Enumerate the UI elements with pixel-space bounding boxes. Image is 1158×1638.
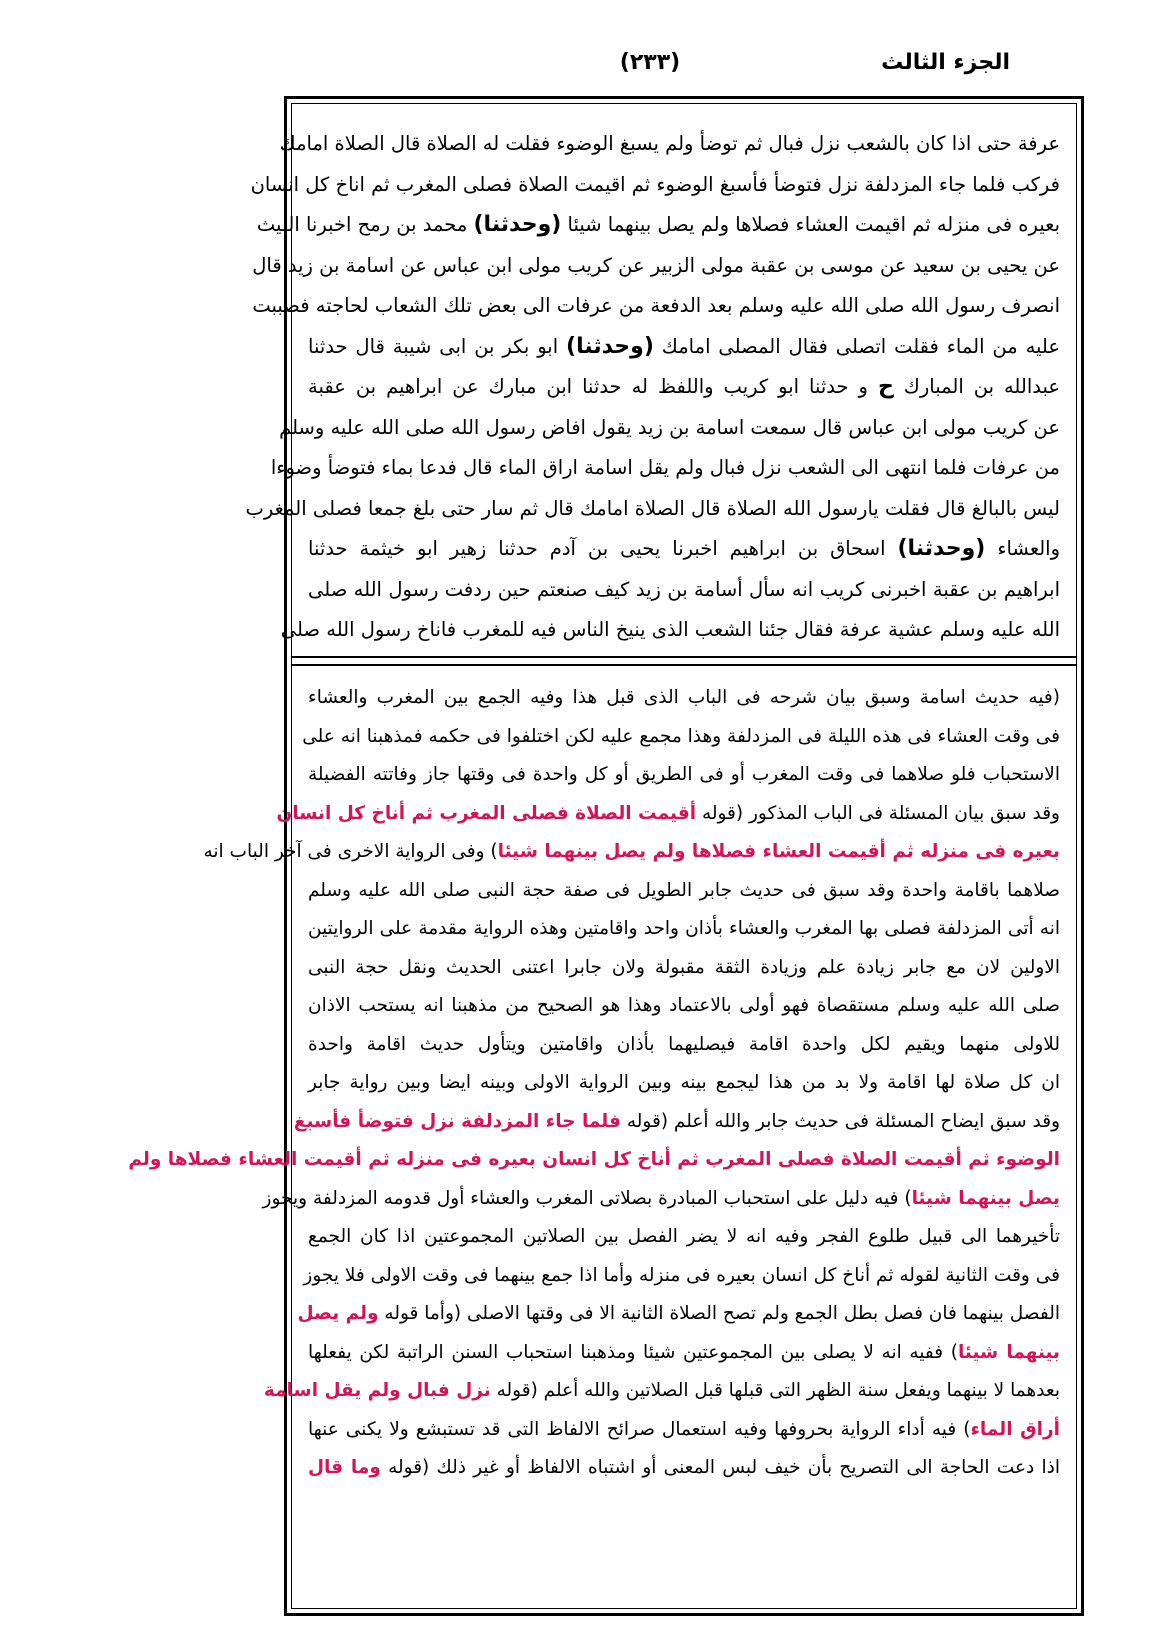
- text-segment: فى وقت العشاء فى هذه الليلة فى المزدلفة وهذا مجمع عليه لكن اختلفوا فى حكمه فمذهبنا انه على: [302, 725, 1060, 747]
- matn-line: [279, 124, 1060, 165]
- quoted-hadith-text: بينهما شيئا: [957, 1341, 1060, 1363]
- sharh-line: [308, 949, 1060, 988]
- matn-line: [245, 489, 1060, 530]
- sharh-line: [308, 1026, 1060, 1065]
- sharh-line: [308, 679, 1060, 718]
- inner-frame: [128, 103, 1077, 1609]
- text-segment: عن كريب مولى ابن عباس قال سمعت اسامة بن زيد يقول افاض رسول الله صلى الله عليه وسلم: [279, 415, 1060, 439]
- sharh-line: [308, 910, 1060, 949]
- text-segment: و حدثنا ابو كريب واللفظ له حدثنا ابن مبارك عن ابراهيم بن عقبة: [308, 375, 878, 398]
- sharh-line: [308, 1218, 1060, 1257]
- isnad-marker: (وحدثنا): [473, 212, 562, 237]
- quoted-hadith-text: نزل فبال ولم يقل اسامة: [263, 1380, 491, 1401]
- matn-line: [256, 205, 1060, 246]
- matn-line: [308, 570, 1060, 611]
- text-segment: الفصل بينهما فان فصل بطل الجمع ولم تصح الصلاة الثانية الا فى وقتها الاصلى (وأما قوله: [378, 1303, 1060, 1324]
- matn-line: [252, 246, 1060, 287]
- sharh-line: [308, 1411, 1060, 1450]
- text-segment: ) فيه أداء الرواية بحروفها وفيه استعمال صرائح الالفاظ التى قد تستبشع ولا يكنى عنها: [308, 1418, 971, 1440]
- text-segment: انصرف رسول الله صلى الله عليه وسلم بعد الدفعة من عرفات الى بعض تلك الشعاب لحاجته فصببت: [252, 294, 1060, 317]
- matn-line: [279, 408, 1060, 449]
- text-segment: وقد سبق ايضاح المسئلة فى حديث جابر والله أعلم (قوله: [620, 1110, 1060, 1132]
- text-segment: من عرفات فلما انتهى الى الشعب نزل فبال ولم يقل اسامة اراق الماء قال فدعا بماء فتوضأ وضوءا: [270, 456, 1060, 479]
- isnad-marker: (وحدثنا): [566, 333, 654, 359]
- text-segment: عليه من الماء فقلت اتصلى فقال المصلى امامك: [653, 334, 1060, 358]
- sharh-line: [293, 1103, 1060, 1142]
- text-segment: عبدالله بن المبارك: [893, 375, 1061, 398]
- quoted-hadith-text: فلما جاء المزدلفة نزل فتوضأ فأسبغ: [293, 1110, 621, 1132]
- text-segment: ابو بكر بن ابى شيبة قال حدثنا: [308, 334, 567, 358]
- text-segment: ) وفى الرواية الاخرى فى آخر الباب انه: [203, 841, 498, 862]
- sharh-line: [308, 872, 1060, 911]
- matn-line: [280, 610, 1060, 651]
- isnad-marker: (وحدثنا): [897, 536, 986, 561]
- sharh-line: [308, 1334, 1060, 1373]
- text-segment: عرفة حتى اذا كان بالشعب نزل فبال ثم توضأ ولم يسبغ الوضوء فقلت له الصلاة قال الصلاة امامك: [279, 132, 1060, 155]
- quoted-hadith-text: ولم يصل: [297, 1303, 379, 1324]
- text-segment: الله عليه وسلم عشية عرفة فقال جئنا الشعب الذى ينيخ الناس فيه للمغرب فاناخ رسول الله صلى: [280, 618, 1060, 641]
- text-segment: ان كل صلاة لها اقامة ولا بد من هذا ليجمع بينه وبين الرواية الاولى وبينه ايضا وبين رواية جابر: [308, 1072, 1060, 1093]
- text-segment: فى وقت الثانية لقوله ثم أناخ كل انسان بعيره فى منزله وأما اذا جمع بينهما فى وقت الاولى فلا يجوز: [303, 1264, 1060, 1286]
- text-segment: فركب فلما جاء المزدلفة نزل فتوضأ فأسبغ الوضوء ثم اقيمت الصلاة فصلى المغرب ثم اناخ كل انسان: [250, 172, 1060, 196]
- quoted-hadith-text: يصل بينهما شيئا: [911, 1187, 1060, 1209]
- sharh-line: [308, 987, 1060, 1026]
- matn-line: [308, 327, 1060, 368]
- quoted-hadith-text: بعيره فى منزله ثم أقيمت العشاء فصلاها ولم يصل بينهما شيئا: [497, 841, 1060, 862]
- page-number: (٢٣٣): [619, 50, 681, 75]
- sharh-commentary-block: [128, 679, 1060, 1599]
- matn-line: [308, 529, 1060, 570]
- text-segment: اسحاق بن ابراهيم اخبرنا يحيى بن آدم حدثنا زهير ابو خيثمة حدثنا: [308, 537, 898, 560]
- text-segment: تأخيرهما الى قبيل طلوع الفجر وفيه انه لا يضر الفصل بين الصلاتين المجموعتين اذا كان الجمع: [308, 1226, 1060, 1247]
- matn-text-block: [245, 124, 1061, 644]
- text-segment: محمد بن رمح اخبرنا الليث: [256, 213, 474, 236]
- text-segment: صلى الله عليه وسلم مستقصاة فهو أولى بالاعتماد وهذا هو الصحيح من مذهبنا انه يستحب الاذان: [308, 995, 1060, 1016]
- text-segment: عن يحيى بن سعيد عن موسى بن عقبة مولى الزبير عن كريب مولى ابن عباس عن اسامة بن زيد قال: [252, 253, 1060, 277]
- text-segment: للاولى منهما ويقيم لكل واحدة اقامة فيصليهما بأذان واقامتين ويتأول حديث اقامة واحدة: [308, 1033, 1060, 1055]
- sharh-line: [302, 718, 1060, 757]
- text-segment: (فيه حديث اسامة وسبق بيان شرحه فى الباب الذى قبل هذا وفيه الجمع بين المغرب والعشاء: [308, 687, 1060, 708]
- matn-line: [252, 286, 1060, 327]
- quoted-hadith-text: وما قال: [308, 1457, 381, 1478]
- quoted-hadith-text: أراق الماء: [970, 1418, 1060, 1440]
- page-header: [290, 44, 1010, 88]
- text-segment: اذا دعت الحاجة الى التصريح بأن خيف لبس المعنى أو اشتباه الالفاظ أو غير ذلك (قوله: [380, 1457, 1060, 1478]
- sharh-line: [303, 1257, 1060, 1296]
- sharh-line: [308, 1064, 1060, 1103]
- text-segment: ابراهيم بن عقبة اخبرنى كريب انه سأل أسامة بن زيد كيف صنعتم حين ردفت رسول الله صلى: [308, 577, 1060, 601]
- quoted-hadith-text: أقيمت الصلاة فصلى المغرب ثم أناخ كل انسان: [276, 802, 697, 824]
- text-segment: ليس بالبالغ قال فقلت يارسول الله الصلاة قال الصلاة امامك قال ثم سار حتى بلغ جمعا فصلى المغرب: [245, 496, 1060, 520]
- sharh-line: [128, 1141, 1060, 1180]
- text-segment: الاولين لان مع جابر زيادة علم وزيادة الثقة مقبولة ولان جابرا اعتنى الحديث ونقل حجة النبى: [308, 956, 1060, 978]
- text-segment: والعشاء: [985, 537, 1061, 560]
- quoted-hadith-text: الوضوء ثم أقيمت الصلاة فصلى المغرب ثم أناخ كل انسان بعيره فى منزله ثم أقيمت العشاء فصلاها ولم: [128, 1149, 1060, 1170]
- sharh-line: [276, 795, 1060, 834]
- section-divider: [292, 656, 1076, 666]
- sharh-line: [297, 1295, 1060, 1334]
- text-segment: بعيره فى منزله ثم اقيمت العشاء فصلاها ولم يصل بينهما شيئا: [561, 213, 1060, 236]
- matn-line: [250, 165, 1060, 206]
- text-segment: ) ففيه انه لا يصلى بين المجموعتين شيئا ومذهبنا استحباب السنن الراتبة لكن يفعلها: [308, 1341, 958, 1363]
- matn-line: [270, 448, 1060, 489]
- text-segment: وقد سبق بيان المسئلة فى الباب المذكور (قوله: [696, 802, 1060, 824]
- sharh-line: [308, 756, 1060, 795]
- sharh-line: [203, 833, 1060, 872]
- part-label: الجزء الثالث: [881, 50, 1010, 75]
- sharh-line: [263, 1372, 1060, 1411]
- page-frame: [128, 96, 1084, 1616]
- text-segment: ) فيه دليل على استحباب المبادرة بصلاتى المغرب والعشاء أول قدومه المزدلفة ويجوز: [262, 1187, 912, 1209]
- isnad-marker: ح: [877, 374, 894, 399]
- text-segment: صلاهما باقامة واحدة وقد سبق فى حديث جابر الطويل فى صفة حجة النبى صلى الله عليه وسلم: [308, 879, 1060, 901]
- text-segment: بعدهما لا بينهما ويفعل سنة الظهر التى قبلها قبل الصلاتين والله أعلم (قوله: [490, 1380, 1060, 1401]
- sharh-line: [308, 1449, 1060, 1488]
- text-segment: الاستحباب فلو صلاهما فى وقت المغرب أو فى الطريق أو كل واحدة فى وقتها جاز وفاتته الفضيلة: [308, 764, 1060, 785]
- text-segment: انه أتى المزدلفة فصلى بها المغرب والعشاء بأذان واحد واقامتين وهذه الرواية مقدمة على الروايتين: [308, 918, 1060, 939]
- matn-line: [308, 367, 1060, 408]
- sharh-line: [262, 1180, 1060, 1219]
